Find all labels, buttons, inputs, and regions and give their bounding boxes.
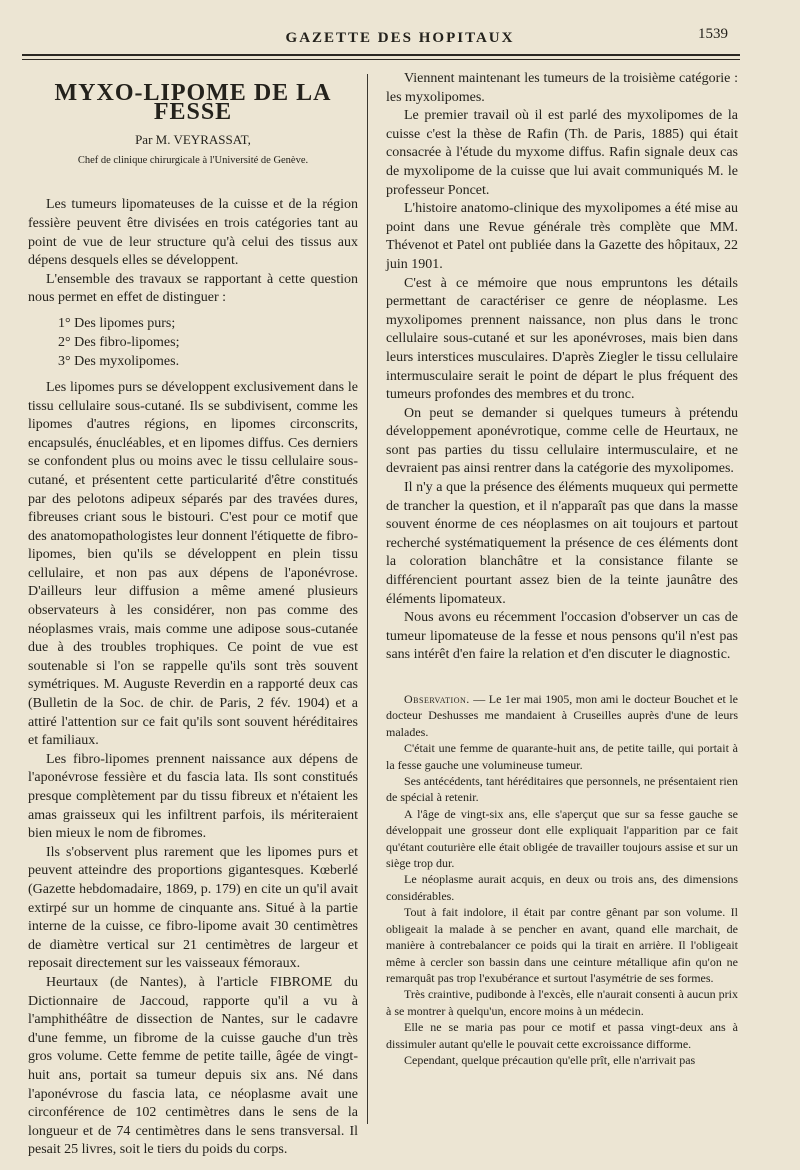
- paragraph: Le premier travail où il est parlé des myxolipomes de la cuisse c'est la thèse de Rafin (Th. de Paris, 1885) qui était consacrée à l'étude du myxome diffus. Rafin signale deux cas de myxolipome de la cuisse que lui avait communiqués M. le professeur Poncet.: [386, 108, 738, 198]
- paragraph: Heurtaux (de Nantes), à l'article FIBROME du Dictionnaire de Jaccoud, rapporte qu'il a vu à l'amphithéâtre de dissection de Nantes, sur le cadavre d'une femme, un fibrome de la cuisse gauche d'un très gros volume. Cette femme de petite taille, âgée de vingt-huit ans, portait sa tumeur depuis six ans. Né dans l'aponévrose du fascia lata, ce néoplasme avait une circonférence de 102 centimètres dans le sens de la longueur et de 74 centimètres dans le sens transversal. Il pesait 25 livres, soit le tiers du poids du corps.: [28, 974, 358, 1158]
- author-affiliation: Chef de clinique chirurgicale à l'Université de Genève.: [77, 154, 309, 166]
- observation-paragraph: [386, 691, 738, 740]
- paragraph: Les fibro-lipomes prennent naissance aux dépens de l'aponévrose fessière et du fascia lata. Ils sont constitués presque complètement par du tissu fibreux et n'étaient les amas graisseux qui les infiltrent parfois, ils mériteraient bien mieux le nom de fibromes.: [28, 751, 358, 842]
- observation-paragraph: A l'âge de vingt-six ans, elle s'aperçut que sur sa fesse gauche se développait une grosseur dont elle expliquait l'apparition par ce fait qu'étant couturière elle était obligée de travailler toujours assise et sur un siège trop dur.: [386, 806, 738, 871]
- list-item: 3° Des myxolipomes.: [58, 353, 180, 369]
- list-item: 1° Des lipomes purs;: [58, 315, 176, 331]
- observation-paragraph: Ses antécédents, tant héréditaires que personnels, ne présentaient rien de spécial à retenir.: [386, 774, 738, 805]
- observation-label: Observation.: [404, 692, 470, 706]
- paragraph: C'est à ce mémoire que nous empruntons les détails permettant de caractériser ce genre de néoplasme. Les myxolipomes prennent naissance, non plus dans le tronc cellulaire sous-cutané et sur les aponévroses, mais bien dans leurs interstices musculaires. D'après Ziegler le tissu cellulaire intermusculaire serait le point de départ le plus fréquent des tumeurs profondes des membres et du tronc.: [386, 275, 738, 403]
- paragraph: Il n'y a que la présence des éléments muqueux qui permette de trancher la question, et il n'apparaît pas que dans la masse souvent énorme de ces néoplasmes on ait toujours et partout recherché systématiquement la présence de ces éléments dont la coloration blanchâtre et la consistance filante se différencient pourtant assez bien de la teinte jaunâtre des éléments lipomateux.: [386, 480, 738, 607]
- header-rule-thin: [22, 59, 740, 60]
- section-gap: [386, 665, 738, 691]
- observation-paragraph: Tout à fait indolore, il était par contre gênant par son volume. Il obligeait la malade à se pencher en avant, quand elle marchait, de manière à contrebalancer ce poids qui la tirait en arrière. Il l'obligeait même à cercler son bassin dans une ceinture métallique afin qu'on ne remarquât pas trop l'exubérance et surtout l'asymétrie de ses formes.: [386, 905, 738, 985]
- paragraph: Les tumeurs lipomateuses de la cuisse et de la région fessière peuvent être divisées en trois catégories tant au point de vue de leur structure qu'à celui des tissus aux dépens desquels elles se développent.: [28, 197, 358, 269]
- right-column: [386, 70, 738, 1068]
- paragraph: L'ensemble des travaux se rapportant à cette question nous permet en effet de distinguer :: [28, 271, 358, 306]
- paragraph: On peut se demander si quelques tumeurs à prétendu développement aponévrotique, comme celle de Heurtaux, ne sont pas parties du tissu cellulaire intermusculaire, et ne devraient pas ainsi rentrer dans la catégorie des myxolipomes.: [386, 405, 738, 477]
- article-title: MYXO-LIPOME DE LA FESSE: [54, 80, 332, 125]
- list-item: 2° Des fibro-lipomes;: [58, 334, 180, 350]
- paragraph: Nous avons eu récemment l'occasion d'observer un cas de tumeur lipomateuse de la fesse et nous pensons qu'il n'est pas sans intérêt d'en faire la relation et d'en discuter le diagnostic.: [386, 610, 738, 663]
- observation-paragraph: Cependant, quelque précaution qu'elle prît, elle n'arrivait pas: [404, 1052, 696, 1067]
- article-author: Par M. VEYRASSAT,: [135, 132, 251, 148]
- observation-paragraph: C'était une femme de quarante-huit ans, de petite taille, qui portait à la fesse gauche une volumineuse tumeur.: [386, 741, 738, 772]
- observation-paragraph: Très craintive, pudibonde à l'excès, elle n'aurait consenti à aucun prix à se montrer à quelqu'un, encore moins à un médecin.: [386, 987, 738, 1018]
- observation-paragraph: Elle ne se maria pas pour ce motif et passa vingt-deux ans à dissimuler autant qu'elle le pouvait cette excroissance difforme.: [386, 1020, 738, 1051]
- paragraph: Ils s'observent plus rarement que les lipomes purs et peuvent atteindre des proportions gigantesques. Kœberlé (Gazette hebdomadaire, 1869, p. 179) en cite un qu'il avait extirpé sur un homme de cinquante ans. Situé à la partie interne de la cuisse, ce fibro-lipome avait 30 centimètres de diamètre vertical sur 21 centimètres de largeur et reposait directement sur les vaisseaux fémoraux.: [28, 844, 358, 972]
- paragraph: L'histoire anatomo-clinique des myxolipomes a été mise au point dans une Revue générale très complète que MM. Thévenot et Patel ont publiée dans la Gazette des hôpitaux, 22 juin 1901.: [386, 201, 738, 272]
- left-column: [28, 70, 358, 1160]
- header-rule: [22, 54, 740, 56]
- page-header: [0, 0, 800, 55]
- column-divider: [367, 74, 368, 1124]
- category-list: [58, 314, 358, 371]
- observation-paragraph: Le néoplasme aurait acquis, en deux ou trois ans, des dimensions considérables.: [386, 872, 738, 903]
- journal-title: GAZETTE DES HOPITAUX: [285, 30, 515, 46]
- paragraph: Les lipomes purs se développent exclusivement dans le tissu cellulaire sous-cutané. Ils se subdivisent, comme les lipomes d'autres régions, en lipomes circonscrits, encapsulés, énucléables, et en lipomes diffus. Ces derniers se confondent plus ou moins avec le tissu cellulaire sous-cutané, et présentent cette particularité d'être constitués par des pelotons adipeux séparés par des travées dures, fibreuses criant sous le bistouri. C'est pour ce motif que des anatomopathologistes leur donnent l'étiquette de fibro-lipomes, bien qu'ils se développent en plein tissu cellulaire, et non pas aux dépens de l'aponévrose. D'ailleurs leur diffusion a même amené plusieurs observateurs à les considérer, non pas comme des néoplasmes vrais, mais comme une adipose sous-cutanée due à des troubles trophiques. Ce point de vue est soutenable si l'on se rappelle qu'ils sont très souvent symétriques. M. Auguste Reverdin en a rapporté deux cas (Bulletin de la Soc. de chir. de Paris, 2 fév. 1904) et a attiré l'attention sur ce fait qu'ils sont souvent héréditaires et familiaux.: [28, 379, 358, 749]
- paragraph: Viennent maintenant les tumeurs de la troisième catégorie : les myxolipomes.: [386, 71, 738, 105]
- page-number: 1539: [698, 26, 728, 42]
- observation-text: — Le 1er mai 1905, mon ami le docteur Bouchet et le docteur Deshusses me mandaient à Cruseilles auprès d'une de leurs malades.: [386, 692, 738, 739]
